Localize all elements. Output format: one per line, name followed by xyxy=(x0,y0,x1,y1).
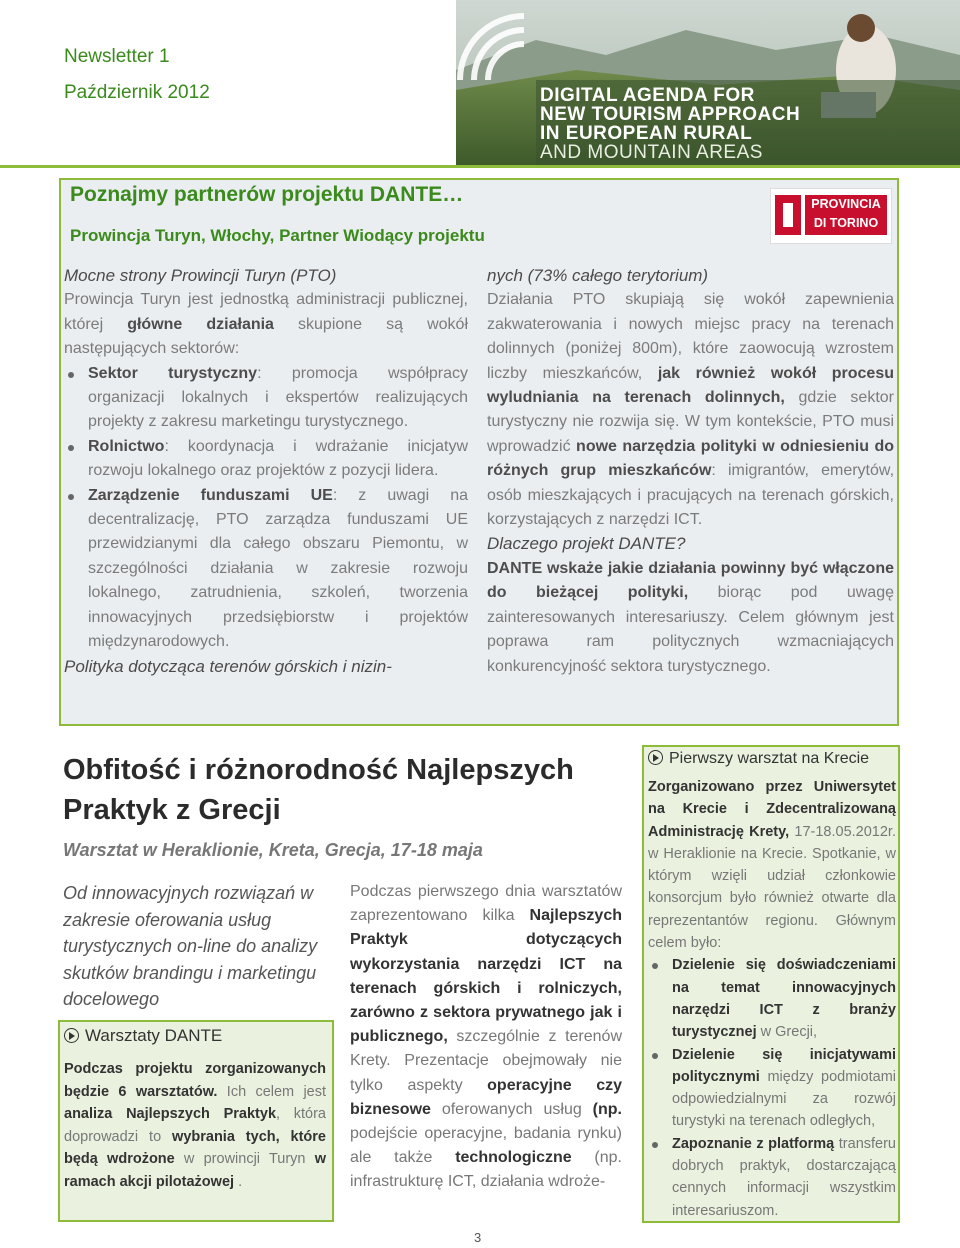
article-body: Podczas pierwszego dnia warsztatów zaprezentowano kilka Najlepszych Praktyk dotyczących wykorzystania narzędzi ICT na terenach górskich i rolniczych, zarówno z sektora prywatnego jak i publicznego, szczególnie z terenów Krety. Prezentacje obejmowały nie tylko aspekty operacyjne czy biznesowe oferowanych usług (np. podejście operacyjne, badania rynku) ale także technologiczne (np. infrastrukturę ICT, działania wdroże- xyxy=(350,883,623,1191)
mountain-policy-paragraph: Działania PTO skupiają się wokół zapewnienia zakwaterowania i nowych miejsc pracy na terenach dolinnych (poniżej 800m), które zaowocują wzrostem liczby mieszkańców, jak również wokół procesu wyludniania na terenach dolinnych, gdzie sektor turystyczny nie rozwija się. W tym kontekście, PTO musi wprowadzić nowe narzędzia polityki w odniesieniu do różnych grup mieszkańców: imigrantów, emerytów, osób mieszkających i pracujących na terenach górskich, korzystających z narzędzi ICT. xyxy=(487,291,895,529)
crete-workshop-text xyxy=(648,776,896,1222)
partner-column-left xyxy=(64,264,468,679)
list-item: Rolnictwo: koordynacja i wdrażanie inicjatyw rozwoju lokalnego oraz projektów z pozycji lidera. xyxy=(64,435,468,484)
list-item: Sektor turystyczny: promocja współpracy organizacji lokalnych i ekspertów realizujących projekty z zakresu marketingu turystycznego. xyxy=(64,362,468,435)
partner-box-subtitle: Prowincja Turyn, Włochy, Partner Wiodący projektu xyxy=(70,226,485,245)
list-item: Dzielenie się inicjatywami politycznymi między podmiotami odpowiedzialnymi za rozwój turystyki na terenach odległych, xyxy=(648,1044,896,1133)
sector-list xyxy=(64,362,468,655)
partner-box-title: Poznajmy partnerów projektu DANTE… xyxy=(70,183,464,206)
workshops-box-title-text: Warsztaty DANTE xyxy=(85,1026,223,1045)
logo-text-1: PROVINCIA xyxy=(811,197,881,211)
article-subtitle: Warsztat w Heraklionie, Kreta, Grecja, 17-18 maja xyxy=(63,840,483,860)
partner-column-right xyxy=(487,264,894,679)
provincia-di-torino-logo xyxy=(770,188,892,244)
why-dante-heading: Dlaczego projekt DANTE? xyxy=(487,534,686,554)
workshops-box-title xyxy=(64,1026,222,1046)
banner-title xyxy=(540,86,800,162)
header-divider xyxy=(0,165,960,168)
article-intro: Od innowacyjnych rozwiązań w zakresie oferowania usług turystycznych on-line do analizy skutków brandingu i marketingu docelowego xyxy=(63,883,318,1009)
crete-workshop-title-text: Pierwszy warsztat na Krecie xyxy=(669,750,870,767)
play-icon xyxy=(64,1028,79,1043)
page-number: 3 xyxy=(474,1230,482,1245)
play-icon xyxy=(648,750,663,765)
header-banner xyxy=(456,0,960,165)
strengths-heading: Mocne strony Prowincji Turyn (PTO) xyxy=(64,266,337,285)
workshops-box-text: Podczas projektu zorganizowanych będzie 6 warsztatów. Ich celem jest analiza Najlepszych Praktyk, która doprowadzi to wybrania tych, które będą wdrożone w prowincji Turyn w ramach akcji pilotażowej . xyxy=(64,1061,327,1190)
crete-workshop-title xyxy=(648,750,869,768)
list-item: Zapoznanie z platformą transferu dobrych praktyk, dostarczającą cennych informacji wszystkim interesariuszom. xyxy=(648,1133,896,1222)
list-item: Dzielenie się doświadczeniami na temat innowacyjnych narzędzi ICT z branży turystycznej w Grecji, xyxy=(648,954,896,1043)
article-title: Obfitość i różnorodność Najlepszych Praktyk z Grecji xyxy=(63,754,574,826)
newsletter-date: Październik 2012 xyxy=(64,82,210,103)
crete-workshop-paragraph: Zorganizowano przez Uniwersytet na Krecie i Zdecentralizowaną Administrację Krety, 17-18.05.2012r. w Heraklionie na Krecie. Spotkanie, w którym wzięli udział członkowie konsorcjum było również otwarte dla reprezentantów regionu. Głównym celem było: xyxy=(648,779,896,952)
logo-text xyxy=(805,195,887,235)
logo-text-2: DI TORINO xyxy=(813,216,879,230)
mountain-policy-heading-cont: nych (73% całego terytorium) xyxy=(487,266,709,285)
banner-line-3: IN EUROPEAN RURAL xyxy=(540,123,753,144)
banner-line-2: NEW TOURISM APPROACH xyxy=(540,104,801,125)
strengths-paragraph: Prowincja Turyn jest jednostką administracji publicznej, której główne działania skupione są wokół następujących sektorów: xyxy=(64,291,469,358)
goals-list xyxy=(648,954,896,1222)
newsletter-label: Newsletter 1 xyxy=(64,46,170,67)
mountain-policy-heading: Polityka dotycząca terenów górskich i nizin- xyxy=(64,656,392,676)
banner-line-4: AND MOUNTAIN AREAS xyxy=(540,142,763,163)
banner-line-1: DIGITAL AGENDA FOR xyxy=(540,85,755,106)
why-dante-paragraph: DANTE wskaże jakie działania powinny być włączone do bieżącej polityki, biorąc pod uwagę zainteresowanych interesariuszy. Celem głównym jest poprawa ram politycznych wzmacniających konkurencyjność sektora turystycznego. xyxy=(487,559,894,675)
list-item: Zarządzenie funduszami UE: z uwagi na decentralizację, PTO zarządza funduszami UE przewidzianymi dla całego obszaru Piemontu, w szczególności działania w zakresie rozwoju lokalnego, zatrudnienia, szkoleń, tworzenia innowacyjnych przedsiębiorstw i projektów międzynarodowych. xyxy=(64,484,468,655)
logo-emblem-cross xyxy=(783,203,793,227)
